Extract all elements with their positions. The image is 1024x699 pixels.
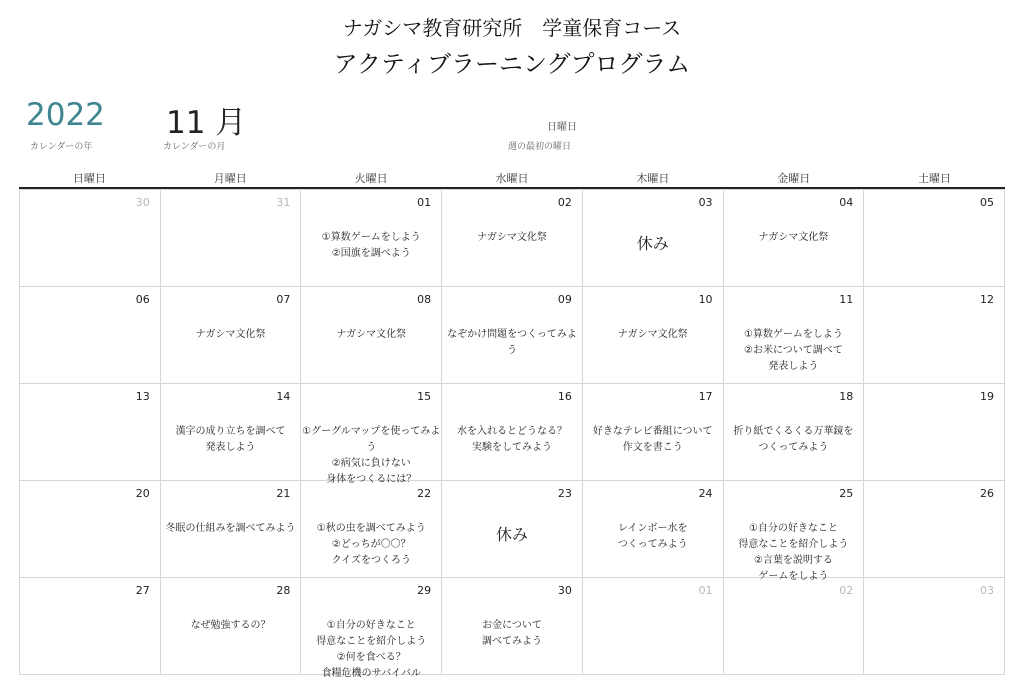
first-day-caption: 週の最初の曜日 (508, 142, 572, 152)
month-caption: カレンダーの月 (163, 142, 226, 152)
weekday-label: 土曜日 (918, 172, 952, 185)
day-cell[interactable] (864, 578, 1005, 675)
day-cell[interactable] (161, 190, 302, 287)
day-number: 02 (839, 584, 854, 597)
weekday-label: 月曜日 (213, 172, 247, 185)
day-cell[interactable] (442, 481, 583, 578)
day-cell[interactable] (161, 384, 302, 481)
day-cell[interactable] (442, 190, 583, 287)
day-cell[interactable] (583, 578, 724, 675)
day-cell[interactable] (20, 190, 161, 287)
page-title-org: ナガシマ教育研究所 学童保育コース (342, 16, 682, 40)
weekday-label: 水曜日 (495, 172, 529, 185)
day-number: 13 (135, 390, 150, 403)
day-cell[interactable] (20, 287, 161, 384)
day-number: 19 (979, 390, 994, 403)
day-number: 15 (417, 390, 432, 403)
weekday-label: 日曜日 (72, 172, 106, 185)
day-cell[interactable] (724, 481, 865, 582)
event-text: ナガシマ文化祭 (195, 329, 266, 340)
day-cell[interactable] (301, 481, 442, 578)
day-cell[interactable] (161, 481, 302, 578)
day-number: 28 (276, 584, 291, 597)
month-selector[interactable]: 11 月 (166, 105, 247, 141)
day-cell[interactable] (161, 287, 302, 384)
day-cell[interactable] (583, 384, 724, 481)
day-cell[interactable] (864, 384, 1005, 481)
event-text: ①自分の好きなこと 得意なことを紹介しよう ②何を食べる？ 食糧危機のサバイバル (316, 620, 427, 679)
event-text: ナガシマ文化祭 (617, 329, 688, 340)
event-text: ①自分の好きなこと 得意なことを紹介しよう ②言葉を説明する ゲームをしよう (738, 523, 849, 582)
event-text: ①算数ゲームをしよう ②国旗を調べよう (321, 232, 421, 259)
day-number: 23 (557, 487, 572, 500)
day-cell[interactable] (864, 190, 1005, 287)
day-number: 31 (276, 196, 291, 209)
day-number: 21 (276, 487, 291, 500)
day-number: 04 (839, 196, 854, 209)
day-cell[interactable] (442, 287, 583, 384)
weekday-header (19, 170, 1005, 189)
event-text: ナガシマ文化祭 (477, 232, 547, 243)
event-text: 休み (495, 525, 528, 544)
day-cell[interactable] (724, 384, 865, 481)
day-cell[interactable] (301, 578, 442, 679)
day-number: 30 (135, 196, 150, 209)
first-day-selector[interactable]: 日曜日 (547, 122, 577, 133)
day-number: 07 (276, 293, 291, 306)
day-number: 09 (557, 293, 572, 306)
day-cell[interactable] (301, 384, 442, 485)
day-number: 17 (698, 390, 713, 403)
day-cell[interactable] (583, 481, 724, 578)
day-number: 14 (276, 390, 291, 403)
page-title-program: アクティブラーニングプログラム (333, 50, 691, 78)
year-caption: カレンダーの年 (30, 142, 93, 152)
event-text: お金について 調べてみよう (481, 620, 542, 647)
event-text: 水を入れるとどうなる？ 実験をしてみよう (456, 426, 567, 453)
day-number: 11 (839, 293, 854, 306)
day-number: 06 (135, 293, 150, 306)
day-cell[interactable] (864, 287, 1005, 384)
day-cell[interactable] (161, 578, 302, 675)
event-text: 休み (636, 234, 669, 253)
day-number: 03 (979, 584, 994, 597)
day-cell[interactable] (724, 190, 865, 287)
day-cell[interactable] (20, 384, 161, 481)
calendar-grid (19, 189, 1005, 679)
event-text: 冬眠の仕組みを調べてみよう (165, 523, 296, 534)
day-cell[interactable] (20, 578, 161, 675)
event-text: ①秋の虫を調べてみよう ②どっちが〇〇？ クイズをつくろう (316, 523, 426, 566)
day-number: 27 (135, 584, 150, 597)
event-text: 漢字の成り立ちを調べて 発表しよう (175, 426, 286, 453)
day-number: 16 (557, 390, 572, 403)
event-text: ナガシマ文化祭 (336, 329, 407, 340)
day-number: 26 (979, 487, 994, 500)
event-text: ナガシマ文化祭 (758, 232, 829, 243)
event-text: ①グーグルマップを使ってみよう ②病気に負けない 身体をつくるには？ (302, 426, 441, 485)
day-cell[interactable] (724, 578, 865, 675)
day-number: 30 (557, 584, 572, 597)
day-cell[interactable] (583, 190, 724, 287)
day-number: 29 (417, 584, 432, 597)
event-text: なぞかけ問題をつくってみよう (447, 329, 577, 356)
day-number: 01 (417, 196, 432, 209)
day-cell[interactable] (583, 287, 724, 384)
day-cell[interactable] (442, 384, 583, 481)
day-cell[interactable] (301, 190, 442, 287)
event-text: ①算数ゲームをしよう ②お米について調べて 発表しよう (743, 329, 843, 372)
day-number: 18 (839, 390, 854, 403)
event-text: なぜ勉強するの？ (190, 620, 271, 631)
day-cell[interactable] (20, 481, 161, 578)
weekday-label: 火曜日 (354, 172, 388, 185)
day-number: 20 (135, 487, 150, 500)
day-number: 22 (417, 487, 432, 500)
year-selector[interactable]: 2022 (26, 97, 105, 133)
event-text: レインボー水を つくってみよう (617, 523, 688, 550)
day-number: 01 (698, 584, 713, 597)
event-text: 好きなテレビ番組について 作文を書こう (592, 426, 713, 453)
weekday-label: 金曜日 (777, 172, 811, 185)
day-number: 12 (979, 293, 994, 306)
day-cell[interactable] (442, 578, 583, 675)
event-text: 折り紙でくるくる万華鏡を つくってみよう (733, 426, 854, 453)
day-cell[interactable] (864, 481, 1005, 578)
weekday-label: 木曜日 (636, 172, 670, 185)
day-number: 08 (417, 293, 432, 306)
day-number: 05 (979, 196, 994, 209)
day-number: 24 (698, 487, 713, 500)
day-cell[interactable] (724, 287, 865, 384)
day-number: 10 (698, 293, 713, 306)
day-number: 02 (557, 196, 572, 209)
day-number: 25 (839, 487, 854, 500)
day-cell[interactable] (301, 287, 442, 384)
day-number: 03 (698, 196, 713, 209)
